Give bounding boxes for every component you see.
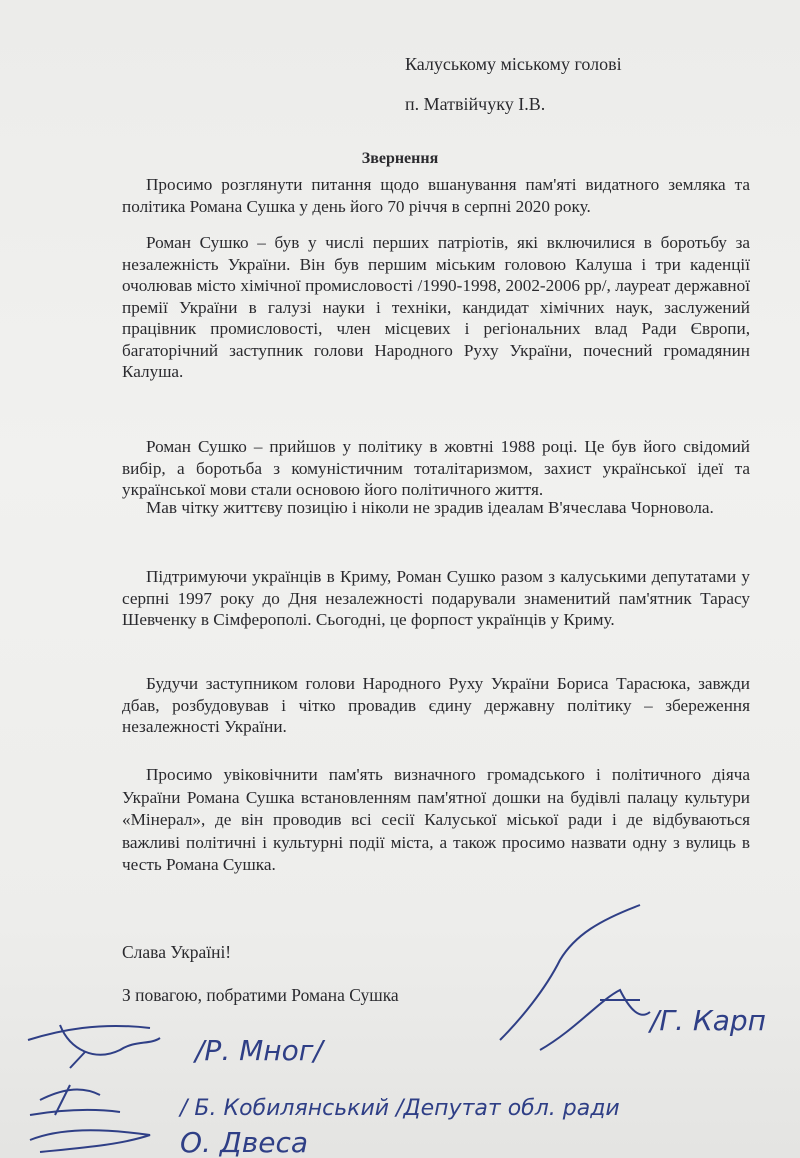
closing-regards: З повагою, побратими Романа Сушка xyxy=(122,985,399,1005)
signature-scribble-1 xyxy=(28,1025,160,1068)
paragraph-5: Підтримуючи українців в Криму, Роман Сушко разом з калуськими депутатами у серпні 1997 року до Дня незалежності подарували знаменитий пам'ятник Тарасу Шевченку в Сімферополі. Сьогодні, це форпост українців у Криму. xyxy=(122,567,750,629)
signature-text-4: О. Двеса xyxy=(180,1126,308,1158)
signature-text-3: / Б. Кобилянський /Депутат обл. ради xyxy=(180,1096,620,1121)
signature-text-1: /Р. Мног/ xyxy=(195,1034,323,1067)
paragraph-7: Просимо увіковічнити пам'ять визначного громадського і політичного діяча України Романа Сушка встановленням пам'ятної дошки на будівлі палацу культури «Мінерал», де він проводив всі сесії Калуської міської ради і де відбуваються важливі політичні і культурні події міста, а також просимо назвати одну з вулиць в честь Романа Сушка. xyxy=(122,765,750,874)
addressee-line-1: Калуському міському голові xyxy=(405,54,622,74)
addressee-block xyxy=(405,44,622,124)
closing-slava: Слава Україні! xyxy=(122,942,232,962)
paragraph-2: Роман Сушко – був у числі перших патріотів, які включилися в боротьбу за незалежність України. Він був першим міським головою Калуша і три каденції очолював місто хімічної промисловості /1990-1998, 2002-2006 рр/, лауреат державної премії України в галузі науки і техніки, кандидат хімічних наук, заслужений працівник промисловості, член місцевих і регіональних влад Ради Європи, багаторічний заступник голови Народного Руху України, почесний громадянин Калуша. xyxy=(122,233,750,381)
paragraph-6: Будучи заступником голови Народного Руху України Бориса Тарасюка, завжди дбав, розбудовував і чітко провадив єдину державну політику – збереження незалежності України. xyxy=(122,674,750,736)
signature-text-2: /Г. Карп xyxy=(650,1004,766,1037)
paragraph-1: Просимо розглянути питання щодо вшанування пам'яті видатного земляка та політика Романа Сушка у день його 70 річчя в серпні 2020 року. xyxy=(122,175,750,216)
letter-title: Звернення xyxy=(361,150,439,167)
paragraph-3: Роман Сушко – прийшов у політику в жовтні 1988 році. Це був його свідомий вибір, а боротьба з комуністичним тоталітаризмом, захист української ідеї та української мови стали основою його політичного життя. xyxy=(122,437,750,499)
paragraph-4: Мав чітку життєву позицію і ніколи не зрадив ідеалам В'ячеслава Чорновола. xyxy=(146,498,714,517)
addressee-line-2: п. Матвійчуку І.В. xyxy=(405,94,546,114)
signature-scribble-4 xyxy=(30,1130,150,1152)
signature-scribble-3 xyxy=(30,1085,120,1115)
signature-scribble-2 xyxy=(500,905,650,1050)
